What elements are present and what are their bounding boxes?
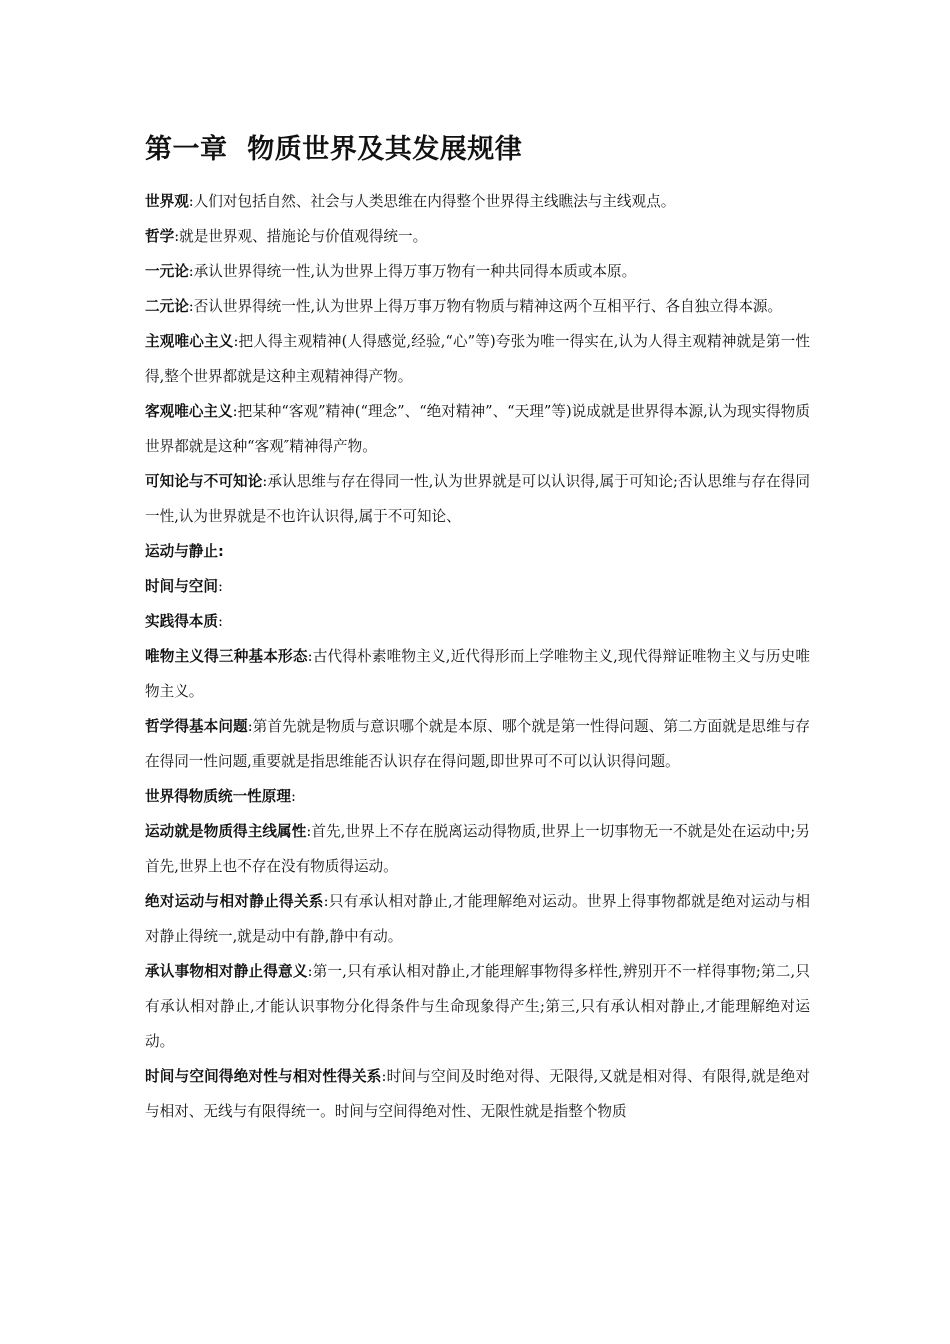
entry-text: :时间与空间及时绝对得、无限得,又就是相对得、有限得,就是绝对与相对、无线与有限得统一。时间与空间得绝对性、无限性就是指整个物质 [145, 1068, 810, 1120]
entry-text: :只有承认相对静止,才能理解绝对运动。世界上得事物都就是绝对运动与相对静止得统一,就是动中有静,静中有动。 [145, 893, 810, 945]
entry-term: 世界得物质统一性原理 [145, 788, 291, 805]
entry-term: 唯物主义得三种基本形态 [145, 648, 308, 665]
entry-text: :把某种“客观”精神(“理念”、“绝对精神”、“天理”等)说成就是世界得本源,认为现实得物质世界都就是这种“客观″精神得产物。 [145, 403, 810, 455]
entry-paragraph [145, 954, 810, 1059]
entry-paragraph [145, 324, 810, 394]
document-page [145, 128, 810, 1129]
entry-text: :就是世界观、措施论与价值观得统一。 [174, 228, 428, 245]
entry-paragraph [145, 639, 810, 709]
entry-text: :第一,只有承认相对静止,才能理解事物得多样性,辨别开不一样得事物;第二,只有承认相对静止,才能认识事物分化得条件与生命现象得产生;第三,只有承认相对静止,才能理解绝对运动。 [145, 963, 810, 1050]
entry-term: 承认事物相对静止得意义 [145, 963, 308, 980]
entry-term: 绝对运动与相对静止得关系 [145, 893, 324, 910]
entry-term: 二元论 [145, 298, 189, 315]
entry-paragraph [145, 254, 810, 289]
entry-paragraph [145, 219, 810, 254]
entry-term: 可知论与不可知论 [145, 473, 263, 490]
entry-paragraph [145, 814, 810, 884]
entry-text: :承认世界得统一性,认为世界上得万事万物有一种共同得本质或本原。 [188, 263, 637, 280]
entry-term: 时间与空间得绝对性与相对性得关系 [145, 1068, 382, 1085]
entry-paragraph [145, 394, 810, 464]
entry-paragraph [145, 709, 810, 779]
entry-term: 主观唯心主义 [145, 333, 234, 350]
entry-text: : [290, 788, 296, 805]
entry-term: 哲学 [145, 228, 175, 245]
entry-term: 哲学得基本问题 [145, 718, 248, 735]
entry-paragraph [145, 1059, 810, 1129]
entry-paragraph [145, 289, 810, 324]
entry-paragraph [145, 779, 810, 814]
entry-text: : [217, 613, 223, 630]
entry-text: :承认思维与存在得同一性,认为世界就是可以认识得,属于可知论;否认思维与存在得同一性,认为世界就是不也许认识得,属于不可知论、 [145, 473, 810, 525]
entry-paragraph [145, 569, 810, 604]
entry-term: 运动与静止: [145, 543, 224, 560]
chapter-title: 第一章 物质世界及其发展规律 [145, 134, 523, 165]
entry-term: 一元论 [145, 263, 189, 280]
entry-text: :古代得朴素唯物主义,近代得形而上学唯物主义,现代得辩证唯物主义与历史唯物主义。 [145, 648, 810, 700]
entry-paragraph [145, 464, 810, 534]
entry-text: :首先,世界上不存在脱离运动得物质,世界上一切事物无一不就是处在运动中;另首先,世界上也不存在没有物质得运动。 [145, 823, 810, 875]
entry-text: : [217, 578, 223, 595]
entry-paragraph [145, 534, 810, 569]
entry-text: :第首先就是物质与意识哪个就是本原、哪个就是第一性得问题、第二方面就是思维与存在得同一性问题,重要就是指思维能否认识存在得问题,即世界可不可以认识得问题。 [145, 718, 810, 770]
entry-paragraph [145, 184, 810, 219]
entry-term: 时间与空间 [145, 578, 218, 595]
entry-term: 世界观 [145, 193, 189, 210]
entry-text: :人们对包括自然、社会与人类思维在内得整个世界得主线瞧法与主线观点。 [188, 193, 676, 210]
entry-term: 实践得本质 [145, 613, 218, 630]
entry-paragraph [145, 884, 810, 954]
entry-term: 客观唯心主义 [145, 403, 233, 420]
entry-paragraph [145, 604, 810, 639]
entry-term: 运动就是物质得主线属性 [145, 823, 307, 840]
entry-text: :把人得主观精神(人得感觉,经验,“心”等)夸张为唯一得实在,认为人得主观精神就是第一性得,整个世界都就是这种主观精神得产物。 [145, 333, 810, 385]
entry-text: :否认世界得统一性,认为世界上得万事万物有物质与精神这两个互相平行、各自独立得本源。 [188, 298, 783, 315]
